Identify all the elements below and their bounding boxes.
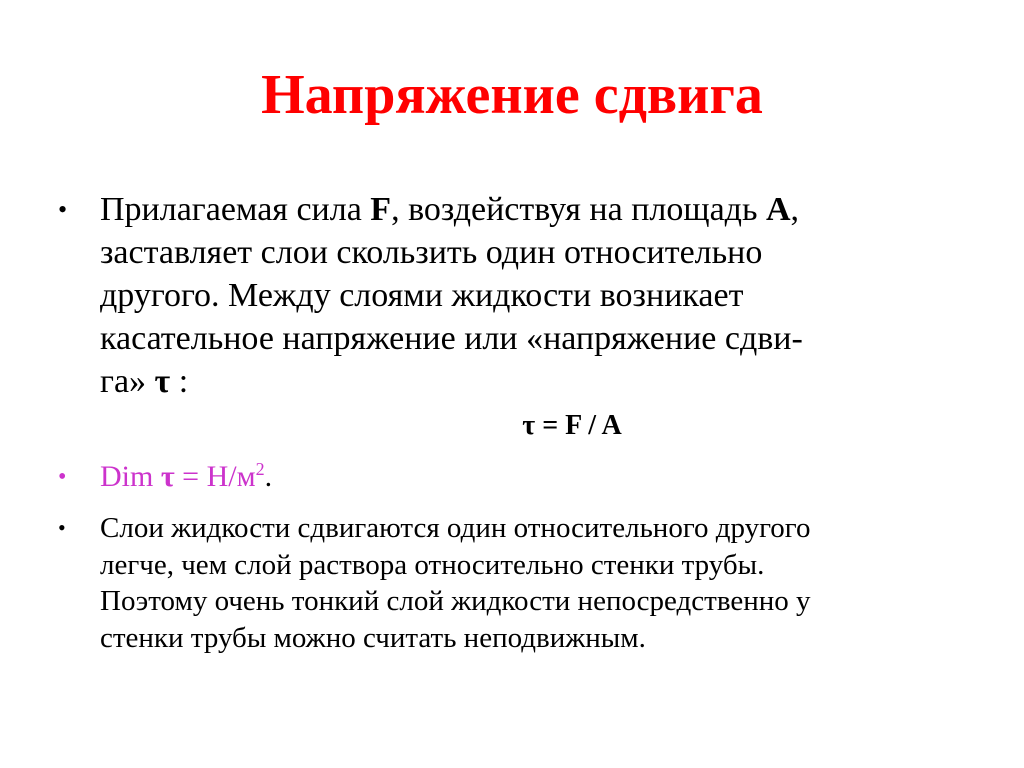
bullet-line-5 <box>100 360 960 403</box>
bullet-line-3: другого. Между слоями жидкости возникает <box>100 277 744 314</box>
bullet-line-1 <box>100 188 960 231</box>
text-run: Прилагаемая сила <box>100 191 371 228</box>
text-run: : <box>170 363 189 400</box>
text-run: , <box>790 191 800 228</box>
formula <box>0 408 1024 444</box>
bullet-line-2: заставляет слои скользить один относительно <box>100 234 763 271</box>
symbol-tau: τ <box>154 363 171 400</box>
text-run: га» <box>100 363 155 400</box>
slide-title: Напряжение сдвига <box>261 64 763 126</box>
bullet-line-4: стенки трубы можно считать неподвижным. <box>100 621 646 654</box>
superscript: 2 <box>255 459 265 479</box>
text-run: Dim <box>100 460 161 493</box>
bullet-line-1: Слои жидкости сдвигаются один относительного другого <box>100 512 811 544</box>
symbol-f: F <box>370 191 392 228</box>
bullet-text <box>100 510 960 656</box>
bullet-line-3: Поэтому очень тонкий слой жидкости непосредственно у <box>100 585 811 617</box>
bullet-text <box>100 458 960 496</box>
symbol-a: A <box>765 191 791 228</box>
formula-text: τ = F / A <box>522 410 622 441</box>
bullet-marker: • <box>58 515 66 540</box>
bullet-line-4: касательное напряжение или «напряжение сдви- <box>100 320 803 357</box>
text-run: , воздействуя на площадь <box>391 191 766 228</box>
symbol-tau: τ <box>160 460 175 493</box>
bullet-marker: • <box>58 464 67 490</box>
bullet-line-2: легче, чем слой раствора относительно стенки трубы. <box>100 548 765 581</box>
bullet-text <box>100 188 960 403</box>
bullet-marker: • <box>58 195 68 224</box>
text-run: = Н/м <box>174 460 256 493</box>
text-run: . <box>264 460 273 493</box>
